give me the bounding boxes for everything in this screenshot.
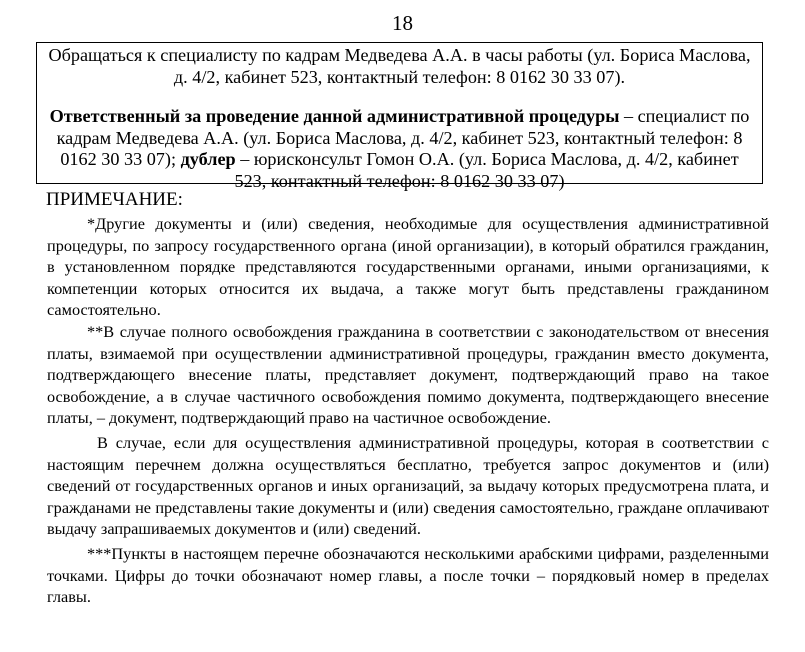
note-paragraph-2: **В случае полного освобождения гражданина в соответствии с законодательством от внесения платы, взимаемой при осуществлении административной процедуры, гражданин вместо документа, подтверждающего внесение платы, представляет документ, подтверждающий право на такое освобождение, а в случае частичного освобождения помимо документа, подтверждающего внесение платы, – документ, подтверждающий право на частичное освобождение. xyxy=(47,321,769,428)
contact-paragraph: Обращаться к специалисту по кадрам Медведева А.А. в часы работы (ул. Бориса Маслова, д. 4/2, кабинет 523, контактный телефон: 8 0162 30 33 07). xyxy=(48,45,751,87)
responsible-label: Ответственный за проведение данной административной процедуры xyxy=(49,106,620,127)
responsible-text: специалист по кадрам Медведева А.А. (ул. Бориса Маслова, д. 4/2, кабинет 523, контактный телефон: 8 0162 30 33 07); xyxy=(56,106,750,170)
spacer xyxy=(47,88,752,106)
backup-label: дублер xyxy=(180,149,236,170)
backup-text: – юрисконсульт Гомон О.А. (ул. Бориса Маслова, д. 4/2, кабинет 523, контактный телефон: 8 0162 30 33 07) xyxy=(234,149,739,191)
note-paragraph-4: ***Пункты в настоящем перечне обозначаются несколькими арабскими цифрами, разделенными точками. Цифры до точки обозначают номер главы, а после точки – порядковый номер в пределах главы. xyxy=(47,543,769,607)
page-number: 18 xyxy=(392,11,413,35)
note-paragraph-1: *Другие документы и (или) сведения, необходимые для осуществления административной процедуры, по запросу государственного органа (иной организации), в который обратился гражданин, в установленном порядке представляются государственными органами, иными организациями, к компетенции которых относится их выдача, а также могут быть представлены гражданином самостоятельно. xyxy=(47,214,769,320)
responsible-dash: – xyxy=(619,106,638,127)
note-body xyxy=(47,213,769,608)
note-title: ПРИМЕЧАНИЕ: xyxy=(46,189,183,210)
responsible-info-box xyxy=(36,42,763,191)
responsible-paragraph xyxy=(47,106,752,192)
note-paragraph-3: В случае, если для осуществления административной процедуры, которая в соответствии с настоящим перечнем должна осуществляться бесплатно, требуется запрос документов и (или) сведений от государственных органов и иных организаций, за выдачу которых предусмотрена плата, и гражданами не представлены такие документы и (или) сведения самостоятельно, граждане оплачивают выдачу запрашиваемых документов и (или) сведений. xyxy=(47,432,769,539)
